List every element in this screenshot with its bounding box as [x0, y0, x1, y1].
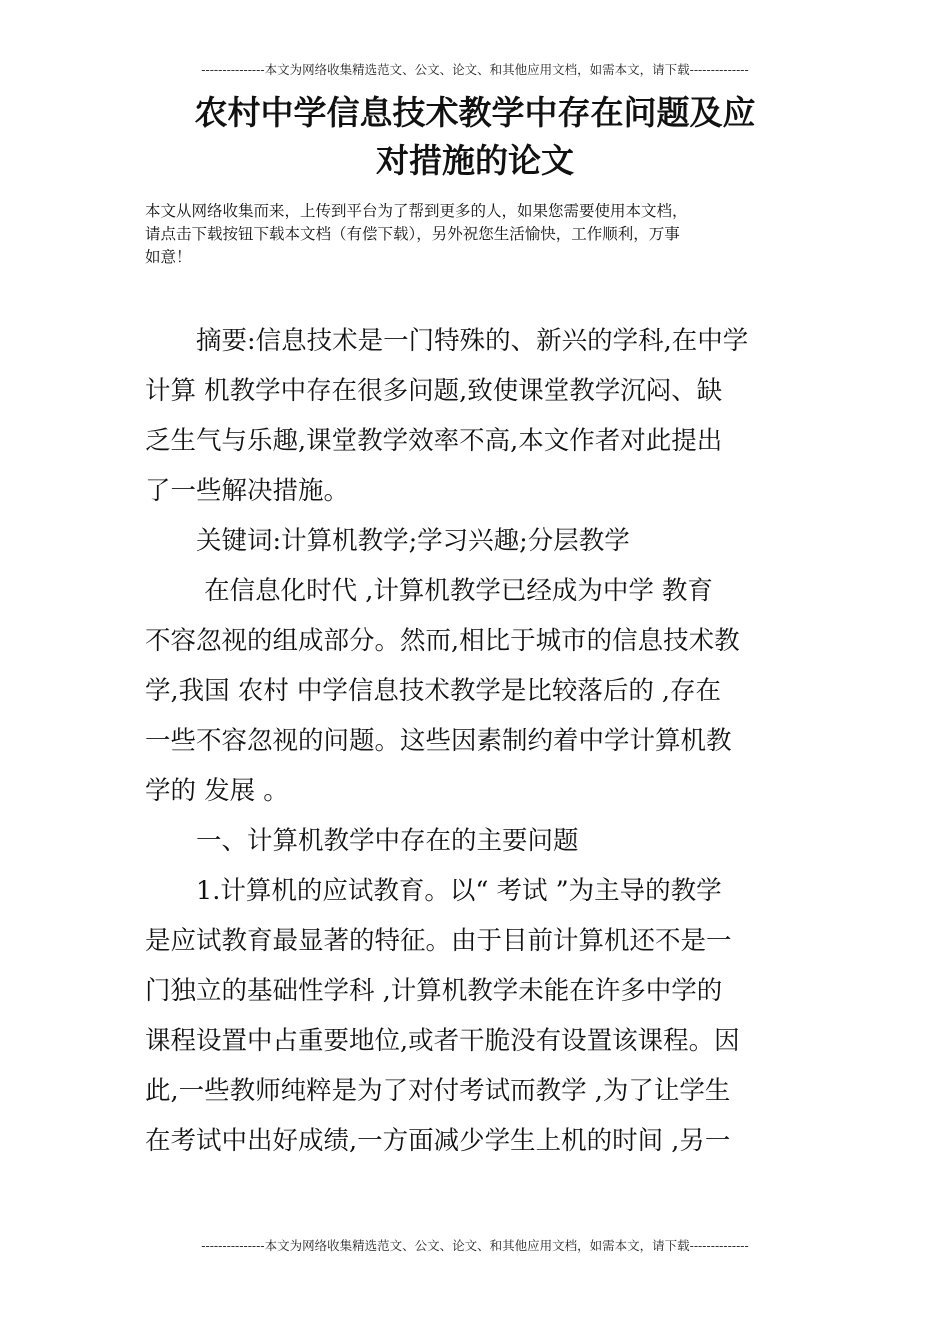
- page-header-banner: ---------------本文为网络收集精选范文、公文、论文、和其他应用文档，如需本文，请下载--------------: [201, 62, 749, 77]
- body-line: 课程设置中占重要地位,或者干脆没有设置该课程。因: [145, 1026, 740, 1056]
- body-line: 此,一些教师纯粹是为了对付考试而教学 ,为了让学生: [145, 1076, 731, 1106]
- notice-line: 本文从网络收集而来，上传到平台为了帮到更多的人，如果您需要使用本文档，: [145, 202, 688, 220]
- document-title-line-2: 对措施的论文: [376, 141, 574, 180]
- body-line: 计算 机教学中存在很多问题,致使课堂教学沉闷、缺: [145, 376, 723, 406]
- body-line: 1.计算机的应试教育。以“ 考试 ”为主导的教学: [145, 876, 722, 906]
- body-line: 一些不容忽视的问题。这些因素制约着中学计算机教: [145, 726, 732, 756]
- page-footer-banner: ---------------本文为网络收集精选范文、公文、论文、和其他应用文档，如需本文，请下载--------------: [201, 1238, 749, 1253]
- body-line: 摘要:信息技术是一门特殊的、新兴的学科,在中学: [145, 326, 749, 356]
- document-title-line-1: 农村中学信息技术教学中存在问题及应: [194, 93, 756, 132]
- notice-line: 请点击下载按钮下载本文档（有偿下载），另外祝您生活愉快，工作顺利，万事: [145, 225, 680, 243]
- body-line: 门独立的基础性学科 ,计算机教学未能在许多中学的: [145, 976, 723, 1006]
- body-line: 在信息化时代 ,计算机教学已经成为中学 教育: [145, 576, 713, 606]
- notice-line: 如意！: [145, 248, 192, 266]
- body-line: 学,我国 农村 中学信息技术教学是比较落后的 ,存在: [145, 676, 722, 706]
- body-line: 不容忽视的组成部分。然而,相比于城市的信息技术教: [145, 626, 740, 656]
- body-line: 关键词:计算机教学;学习兴趣;分层教学: [145, 526, 630, 556]
- body-line: 一、计算机教学中存在的主要问题: [145, 826, 579, 856]
- body-line: 学的 发展 。: [145, 776, 289, 806]
- body-line: 了一些解决措施。: [145, 476, 350, 506]
- body-line: 在考试中出好成绩,一方面减少学生上机的时间 ,另一: [145, 1126, 731, 1156]
- download-notice: [145, 200, 810, 269]
- body-line: 是应试教育最显著的特征。由于目前计算机还不是一: [145, 926, 732, 956]
- body-line: 乏生气与乐趣,课堂教学效率不高,本文作者对此提出: [145, 426, 723, 456]
